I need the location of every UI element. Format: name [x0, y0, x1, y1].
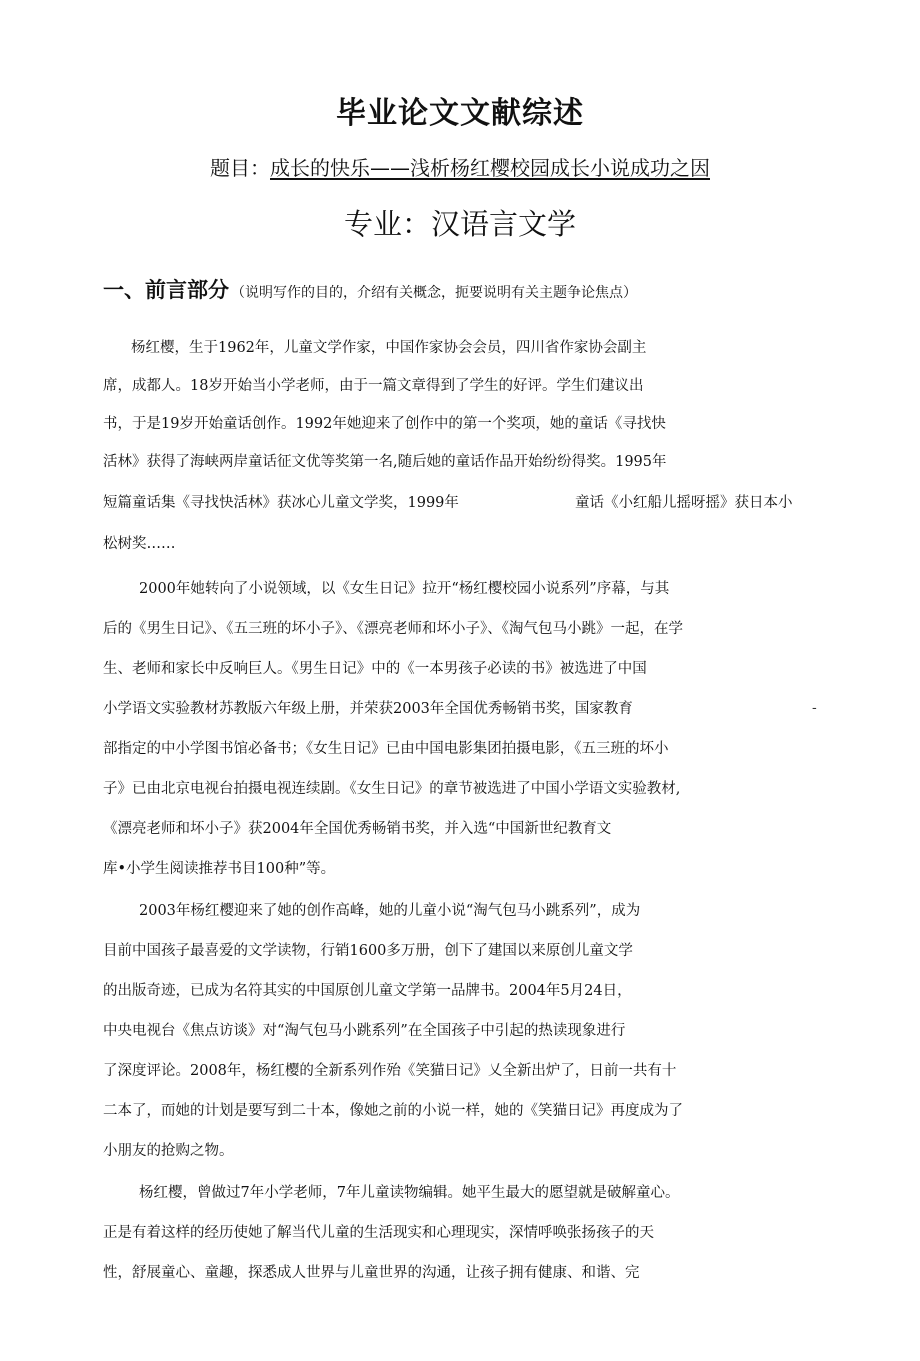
paragraph-line: 后的《男生日记》、《五三班的坏小子》、《漂亮老师和坏小子》、《淘气包马小跳》一起，在学: [103, 621, 683, 637]
section-note: （说明写作的目的，介绍有关概念，扼要说明有关主题争论焦点）: [231, 285, 637, 301]
paragraph-line: 中央电视台《焦点访谈》对“淘气包马小跳系列”在全国孩子中引起的热读现象进行: [103, 1023, 626, 1039]
section-heading: [103, 274, 637, 304]
paragraph-line: 性，舒展童心、童趣，探悉成人世界与儿童世界的沟通，让孩子拥有健康、和谐、完: [103, 1265, 640, 1281]
paragraph-line: 子》已由北京电视台拍摄电视连续剧。《女生日记》的章节被选进了中国小学语文实验教材,: [103, 781, 681, 797]
paragraph-line: 2000年她转向了小说领域，以《女生日记》拉开“杨红樱校园小说系列”序幕，与其: [139, 581, 670, 597]
paragraph-line: 《漂亮老师和坏小子》获2004年全国优秀畅销书奖，并入选“中国新世纪教育文: [103, 821, 612, 837]
topic-prefix: 题目：: [210, 156, 270, 180]
paragraph-line: 席，成都人。18岁开始当小学老师，由于一篇文章得到了学生的好评。学生们建议出: [103, 378, 644, 394]
section-title: 一、前言部分: [103, 278, 229, 302]
margin-mark: -: [812, 700, 817, 716]
paragraph-line: 杨红樱，生于1962年，儿童文学作家，中国作家协会会员，四川省作家协会副主: [131, 340, 647, 356]
paragraph-line: 童话《小红船儿摇呀摇》获日本小: [575, 495, 793, 511]
paragraph-line: 了深度评论。2008年，杨红樱的全新系列作殆《笑猫日记》乂全新出炉了，日前一共有十: [103, 1063, 677, 1079]
paragraph-line: 小学语文实验教材苏教版六年级上册，并荣获2003年全国优秀畅销书奖，国家教育: [103, 701, 633, 717]
paragraph-line: 2003年杨红樱迎来了她的创作高峰，她的儿童小说“淘气包马小跳系列”，成为: [139, 903, 641, 919]
paragraph-line: 二本了，而她的计划是要写到二十本，像她之前的小说一样，她的《笑猫日记》再度成为了: [103, 1103, 683, 1119]
thesis-topic: [0, 152, 920, 181]
paragraph-line: 正是有着这样的经历使她了解当代儿童的生活现实和心理现实，深情呼唤张扬孩子的天: [103, 1225, 654, 1241]
paragraph-line: 短篇童话集《寻找快活林》获冰心儿童文学奖，1999年: [103, 495, 459, 511]
paragraph-line: 杨红樱，曾做过7年小学老师，7年儿童读物编辑。她平生最大的愿望就是破解童心。: [139, 1185, 680, 1201]
paragraph-line: 活林》获得了海峡两岸童话征文优等奖第一名,随后她的童话作品开始纷纷得奖。1995年: [103, 454, 667, 470]
paragraph-line: 书，于是19岁开始童话创作。1992年她迎来了创作中的第一个奖项，她的童话《寻找快: [103, 416, 666, 432]
paragraph-line: 小朋友的抢购之物。: [103, 1143, 234, 1159]
paragraph-line: 的出版奇迹，已成为名符其实的中国原创儿童文学第一品牌书。2004年5月24日，: [103, 983, 632, 999]
topic-text: 成长的快乐——浅析杨红樱校园成长小说成功之因: [270, 156, 710, 180]
paragraph-line: 松树奖……: [103, 536, 176, 552]
document-title: 毕业论文文献综述: [336, 96, 584, 131]
paragraph-line: 生、老师和家长中反响巨人。《男生日记》中的《一本男孩子必读的书》被选进了中国: [103, 661, 647, 677]
paragraph-line: 库•小学生阅读推荐书目100种”等。: [103, 861, 336, 877]
paragraph-line: 目前中国孩子最喜爱的文学读物，行销1600多万册，创下了建国以来原创儿童文学: [103, 943, 633, 959]
major-heading: 专业：汉语言文学: [343, 207, 576, 241]
paragraph-line: 部指定的中小学图书馆必备书；《女生日记》已由中国电影集团拍摄电影，《五三班的坏小: [103, 741, 669, 757]
